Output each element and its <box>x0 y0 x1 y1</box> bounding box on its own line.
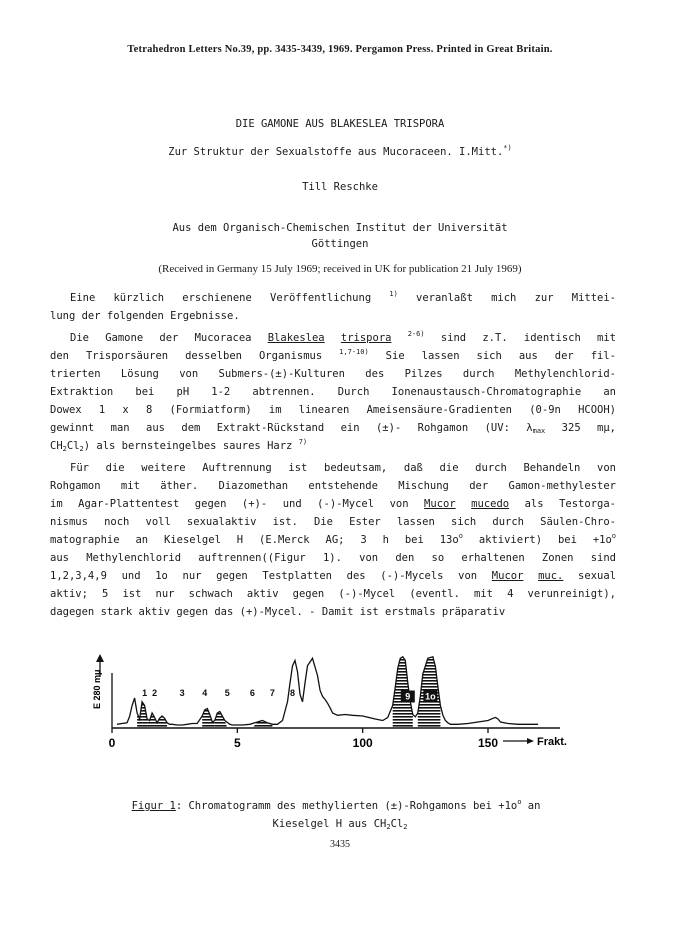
genus-name: Mucor <box>491 570 524 582</box>
p3-line-9: dagegen stark aktiv gegen das (+)-Mycel. - Damit ist erstmals präparativ <box>50 606 506 618</box>
zone-label: 3 <box>179 687 185 698</box>
p3-text: im Agar-Plattentest gegen (+)- und (-)-Mycel von <box>50 498 425 510</box>
degree-sup: o <box>611 532 616 540</box>
p2-text: Cl <box>66 440 80 452</box>
p2-text: ) als bernsteingelbes saures Harz <box>83 440 299 452</box>
ref-sup: 7) <box>298 438 308 446</box>
affiliation-line-1: Aus dem Organisch-Chemischen Institut der Universität <box>172 222 508 234</box>
x-axis-label: Frakt. <box>537 736 567 748</box>
journal-header: Tetrahedron Letters No.39, pp. 3435-3439, 1969. Pergamon Press. Printed in Great Britain. <box>127 44 553 55</box>
caption-label: Figur 1 <box>131 800 176 812</box>
p2-text: 325 mμ, <box>545 422 617 434</box>
caption-text: Kieselgel H aus CH <box>272 818 387 830</box>
species-name: mucedo <box>471 498 510 510</box>
subscript: 2 <box>386 823 391 831</box>
p3-text: als Testorga- <box>509 498 616 510</box>
figure-caption-line-1 <box>0 800 676 812</box>
zone-label: 1o <box>425 691 436 702</box>
p2-line-4: Extraktion bei pH 1-2 abtrennen. Durch Ionenaustausch-Chromatographie an <box>50 386 616 398</box>
p2-line-6 <box>50 422 616 434</box>
chromatogram-figure <box>0 635 680 765</box>
p2-text: Die Gamone der Mucoracea <box>70 332 268 344</box>
p2-text: Sie lassen sich aus der fil- <box>368 350 616 362</box>
p1-line-1 <box>70 292 616 304</box>
x-tick-label: 0 <box>108 736 116 750</box>
ref-sup: 1) <box>389 290 398 298</box>
p3-line-7 <box>50 570 616 582</box>
p1-text: Eine kürzlich erschienene Veröffentlichung <box>70 292 390 304</box>
p3-line-3 <box>50 498 616 510</box>
x-tick-label: 5 <box>233 736 241 750</box>
subscript: max <box>532 427 546 435</box>
p3-text: aktiviert) bei +1o <box>462 534 612 546</box>
ref-sup: 1,7-10) <box>339 348 369 356</box>
p3-line-4: nismus noch voll sexualaktiv ist. Die Ester lassen sich durch Säulen-Chro- <box>50 516 616 528</box>
species-name: muc. <box>538 570 564 582</box>
p3-line-8: aktiv; 5 ist nur schwach aktiv gegen (-)-Mycel (eventl. mit 4 verunreinigt), <box>50 588 616 600</box>
zone-fill-7 <box>252 721 272 729</box>
y-arrow-icon <box>96 654 104 662</box>
degree-sup: o <box>517 798 522 806</box>
figure-caption-line-2 <box>0 818 680 830</box>
affiliation-line-2: Göttingen <box>311 238 369 250</box>
page-number: 3435 <box>330 839 350 850</box>
ref-sup: 2-6) <box>407 330 425 338</box>
paper-subtitle <box>0 146 680 158</box>
p2-text: den Trisporsäuren desselben Organismus <box>50 350 340 362</box>
p2-line-2 <box>50 350 616 362</box>
y-axis-label: E 280 mμ <box>92 669 102 709</box>
p2-line-1 <box>70 332 616 344</box>
p2-line-3: trierten Lösung von Submers-(±)-Kulturen des Pilzes durch Methylenchlorid- <box>50 368 616 380</box>
genus-name: Blakeslea <box>267 332 325 344</box>
p3-text: sexual <box>563 570 616 582</box>
p3-line-1: Für die weitere Auftrennung ist bedeutsam, daß die durch Behandeln von <box>70 462 616 474</box>
zone-label: 2 <box>152 687 158 698</box>
zone-label: 4 <box>202 687 208 698</box>
received-note: (Received in Germany 15 July 1969; received in UK for publication 21 July 1969) <box>158 263 522 275</box>
zone-label: 8 <box>289 687 295 698</box>
p3-line-6: aus Methylenchlorid auftrennen((Figur 1). von den so erhaltenen Zonen sind <box>50 552 616 564</box>
p2-text: CH <box>50 440 63 452</box>
subscript: 2 <box>403 823 408 831</box>
caption-text: Cl <box>390 818 404 830</box>
subtitle-text: Zur Struktur der Sexualstoffe aus Mucoraceen. I.Mitt. <box>168 146 504 158</box>
zone-label: 7 <box>269 687 275 698</box>
subscript: 2 <box>79 445 84 453</box>
zone-label: 5 <box>224 687 230 698</box>
x-ticks <box>109 728 499 750</box>
p1-text: veranlaßt mich zur Mittei- <box>397 292 617 304</box>
x-arrow-icon <box>527 738 534 744</box>
caption-text: an <box>521 800 541 812</box>
zone-label: 9 <box>405 691 411 702</box>
zone-label: 1 <box>142 687 148 698</box>
degree-sup: o <box>458 532 463 540</box>
caption-text: : Chromatogramm des methylierten (±)-Rohgamons bei +1o <box>175 800 518 812</box>
p3-text: 1,2,3,4,9 und 1o nur gegen Testplatten des (-)-Mycels von <box>50 570 492 582</box>
p3-line-2: Rohgamon mit äther. Diazomethan entstehende Mischung der Gamon-methylester <box>50 480 616 492</box>
genus-name: Mucor <box>424 498 456 510</box>
p2-text: sind z.T. identisch mit <box>424 332 616 344</box>
p2-line-7 <box>50 440 616 452</box>
p1-line-2: lung der folgenden Ergebnisse. <box>50 310 240 322</box>
p2-text: gewinnt man aus dem Extrakt-Rückstand ein (±)- Rohgamon (UV: λ <box>50 422 533 434</box>
p3-text: matographie an Kieselgel H (E.Merck AG; 3 h bei 13o <box>50 534 459 546</box>
subscript: 2 <box>62 445 67 453</box>
subtitle-footnote-mark: *) <box>503 144 512 152</box>
zone-label: 6 <box>249 687 255 698</box>
x-tick-label: 100 <box>352 736 373 750</box>
x-tick-label: 150 <box>477 736 499 750</box>
author: Till Reschke <box>302 181 378 193</box>
p2-line-5: Dowex 1 x 8 (Formiatform) im linearen Ameisensäure-Gradienten (0-9n HCOOH) <box>50 404 616 416</box>
species-name: trispora <box>340 332 392 344</box>
paper-title: DIE GAMONE AUS BLAKESLEA TRISPORA <box>235 118 445 130</box>
p3-line-5 <box>50 534 616 546</box>
